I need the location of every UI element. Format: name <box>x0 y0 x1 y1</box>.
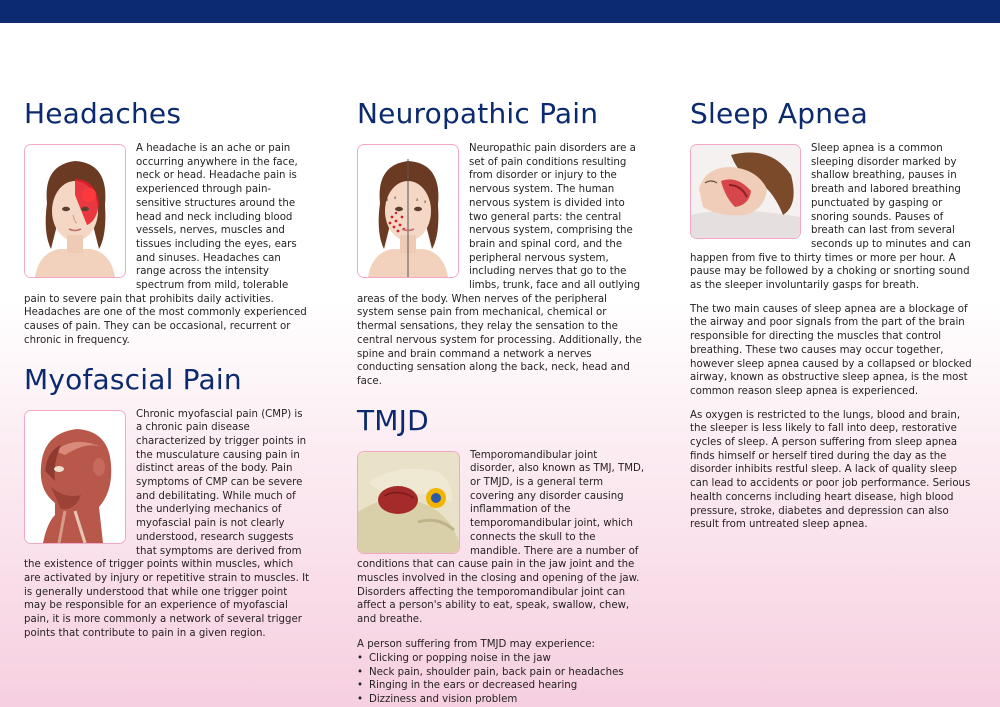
headaches-title: Headaches <box>24 97 182 130</box>
list-item: • Dizziness and vision problem <box>357 693 645 707</box>
list-item: • Clicking or popping noise in the jaw <box>357 652 645 666</box>
head-muscle-anatomy-icon <box>25 411 125 543</box>
tmjd-symptom-list <box>357 652 645 707</box>
myofascial-body: Chronic myofascial pain (CMP) is a chronic pain disease characterized by trigger points in the musculature causing pain in distinct areas of the body. Pain symptoms of CMP can be severe and debilitating. While much of the underlying mechanics of myofascial pain is not clearly understood, research suggests that symptoms are derived from the existence of trigger points within muscles, which are activated by injury or repetitive strain to muscles. It is generally understood that while one trigger point may be responsible for an experience of myofascial pain, it is more commonly a network of several trigger points that contribute to pain in a given region. <box>24 408 310 639</box>
column-right <box>690 96 978 532</box>
column-left <box>24 96 312 641</box>
list-item: • Neck pain, shoulder pain, back pain or headaches <box>357 666 645 680</box>
sleep-apnea-paragraph-3: As oxygen is restricted to the lungs, blood and brain, the sleeper is less likely to fall into deep, restorative cycles of sleep. A person suffering from sleep apnea finds himself or herself tired during the day as the disorder inhibits restful sleep. A lack of quality sleep can lead to accidents or poor job performance. Serious health concerns including heart disease, high blood pressure, stroke, diabetes and depression can also result from untreated sleep apnea. <box>690 409 971 531</box>
svg-text:x: x <box>386 197 389 202</box>
sleep-apnea-paragraph-2: The two main causes of sleep apnea are a blockage of the airway and poor signals from the part of the brain responsible for directing the muscles that control breathing. These two causes may occur together, however sleep apnea caused by a collapsed or blocked airway, known as obstructive sleep apnea, is the most common reason sleep apnea is experienced. <box>690 303 972 397</box>
column-middle <box>357 96 645 707</box>
myofascial-illustration <box>24 410 126 544</box>
woman-head-pain-icon <box>25 145 125 277</box>
svg-text:x: x <box>416 197 419 202</box>
sleep-apnea-title: Sleep Apnea <box>690 97 868 130</box>
neuropathic-title: Neuropathic Pain <box>357 97 599 130</box>
tmjd-illustration <box>357 451 460 554</box>
top-banner <box>0 0 1000 23</box>
neuropathic-body: Neuropathic pain disorders are a set of pain conditions resulting from disorder or injury to the nervous system. The human nervous system is divided into two general parts: the central nervous system, comprising the brain and spinal cord, and the peripheral nervous system, including nerves that go to the limbs, trunk, face and all outlying areas of the body. When nerves of the peripheral system sense pain from mechanical, chemical or thermal sensations, they relay the sensation to the central nervous system for processing. Additionally, the spine and brain command a network a nerves conducting sensation along the back, neck, head and face. <box>357 143 642 387</box>
svg-text:x: x <box>424 199 427 204</box>
svg-text:x: x <box>394 195 397 200</box>
neuropathic-illustration <box>357 144 459 278</box>
list-item: • Ringing in the ears or decreased hearing <box>357 679 645 693</box>
headache-illustration <box>24 144 126 278</box>
jaw-joint-icon <box>358 452 459 553</box>
myofascial-title: Myofascial Pain <box>24 362 242 396</box>
sleep-apnea-illustration <box>690 144 801 239</box>
tmjd-body: Temporomandibular joint disorder, also known as TMJ, TMD, or TMJD, is a general term covering any disorder causing inflammation of the temporomandibular joint, which connects the skull to the mandible. There are a number of conditions that can cause pain in the jaw joint and the muscles involved in the closing and opening of the jaw. Disorders affecting the temporomandibular joint can affect a person's ability to eat, speak, swallow, chew, and breathe. <box>357 449 645 626</box>
face-nerve-points-icon <box>358 145 458 277</box>
sleep-apnea-paragraph-1: Sleep apnea is a common sleeping disorder marked by shallow breathing, pauses in breath and labored breathing punctuated by gasping or snoring sounds. Pauses of breath can last from several seconds up to minutes and can happen from five to thirty times or more per hour. A pause may be followed by a choking or snorting sound as the sleeper involuntarily gasps for breath. <box>690 143 971 292</box>
sleeping-woman-airway-icon <box>691 145 800 238</box>
headaches-body: A headache is an ache or pain occurring anywhere in the face, neck or head. Headache pain is experienced through pain-sensitive structures around the head and neck including blood vessels, nerves, muscles and tissues including the eyes, ears and sinuses. Headaches can range across the intensity spectrum from mild, tolerable pain to severe pain that prohibits daily activities. Headaches are one of the most commonly experienced causes of pain. They can be occasional, recurrent or chronic in frequency. <box>24 143 307 346</box>
tmjd-list-heading: A person suffering from TMJD may experience: <box>357 638 595 650</box>
tmjd-title: TMJD <box>357 403 429 437</box>
